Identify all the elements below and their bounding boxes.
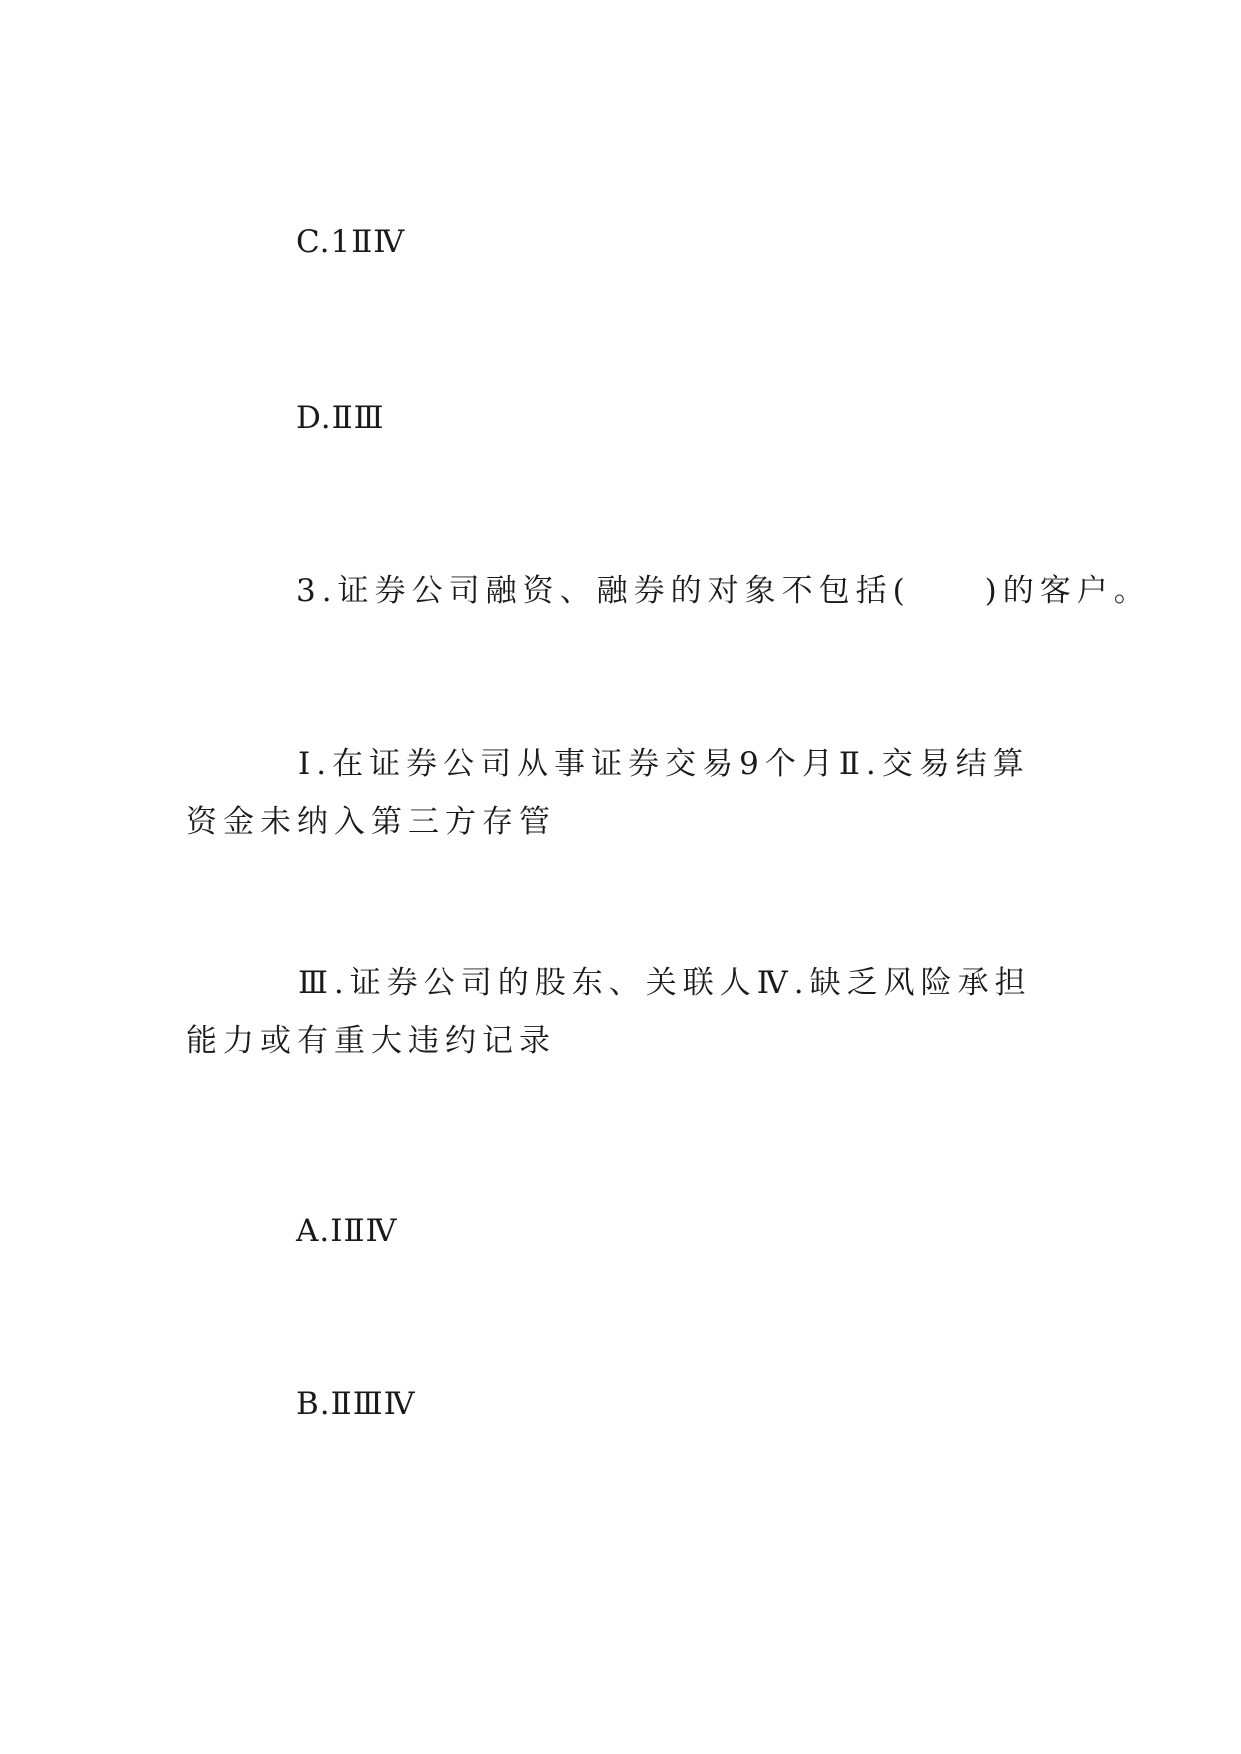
answer-option-a: A.ⅠⅡⅣ — [296, 1213, 398, 1249]
statement-items-3-4: Ⅲ.证券公司的股东、关联人Ⅳ.缺乏风险承担能力或有重大违约记录 — [186, 965, 1032, 1059]
answer-option-b: B.ⅡⅢⅣ — [296, 1386, 416, 1422]
answer-option-d: D.ⅡⅢ — [296, 400, 385, 436]
question-stem: 3.证券公司融资、融券的对象不包括( )的客户。 — [296, 573, 1151, 609]
statement-items-1-2: Ⅰ.在证券公司从事证券交易9个月Ⅱ.交易结算资金未纳入第三方存管 — [186, 746, 1030, 840]
answer-option-c: C.1ⅡⅣ — [296, 224, 406, 260]
